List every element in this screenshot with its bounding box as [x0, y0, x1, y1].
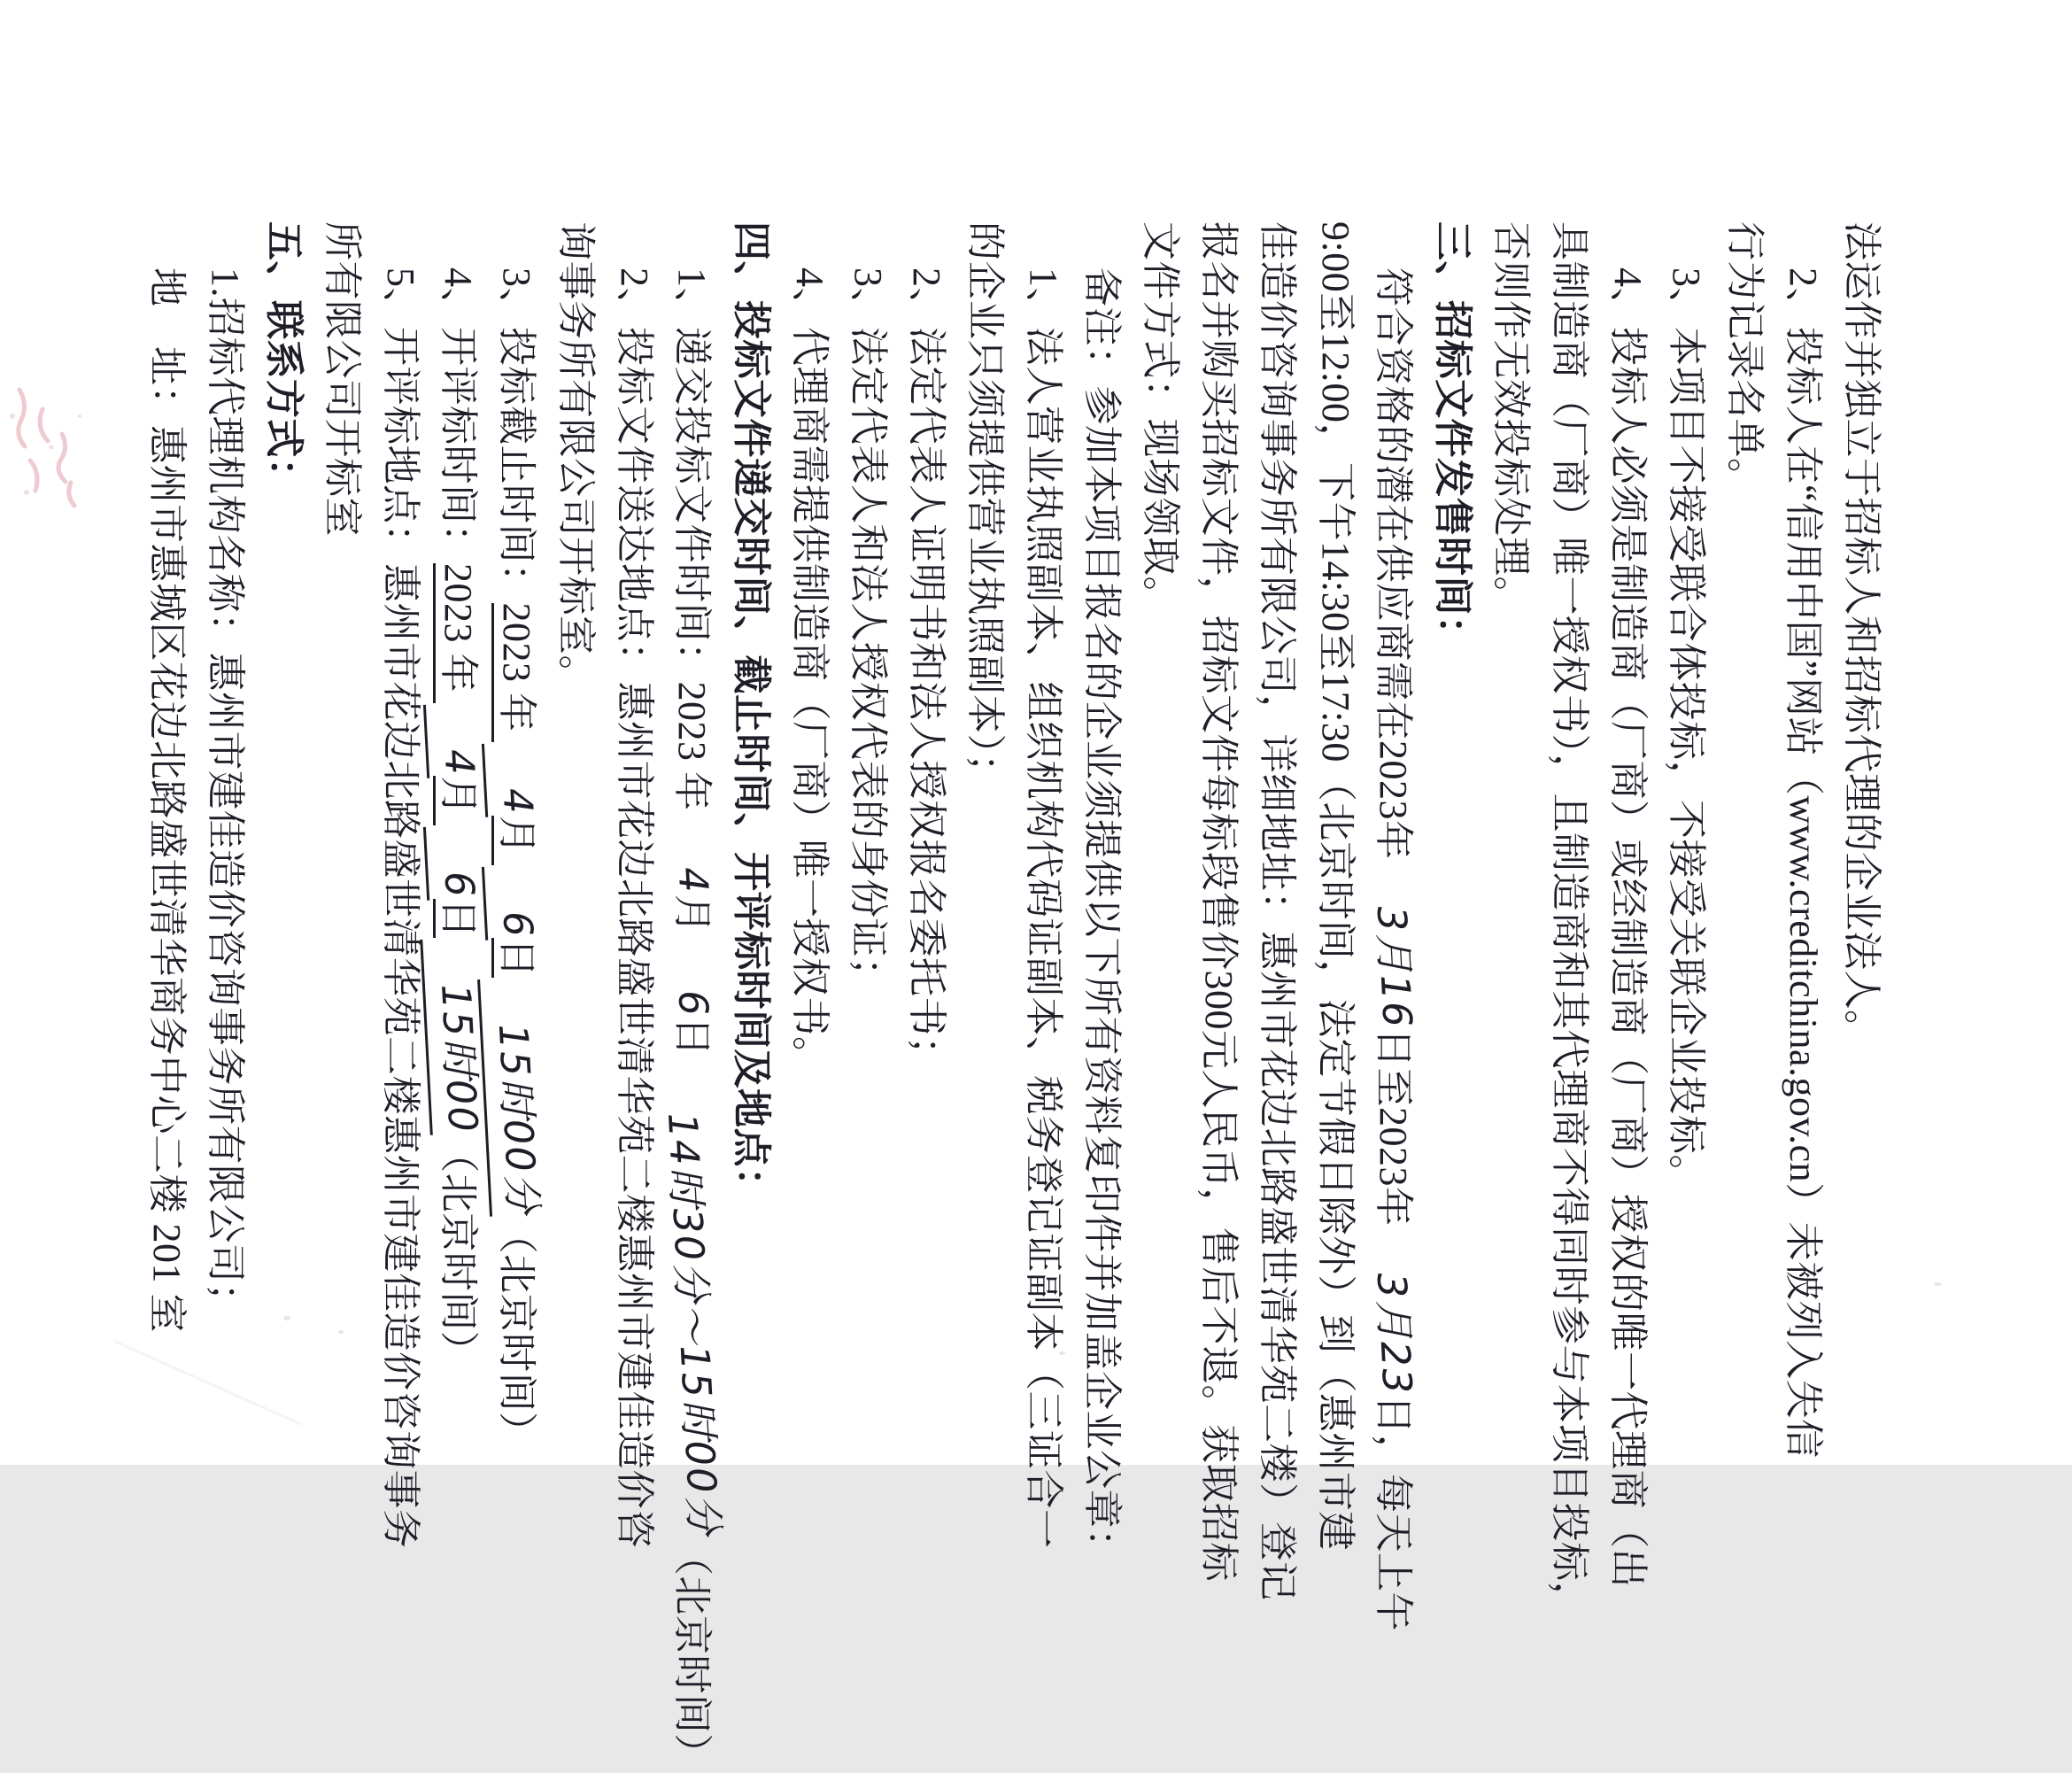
text-line — [780, 221, 839, 1461]
printed-text: 日 — [491, 938, 538, 978]
text-line — [429, 221, 488, 1461]
text-line — [1072, 221, 1131, 1568]
printed-text: 月 — [670, 894, 714, 944]
text-line — [658, 221, 728, 1773]
text-line — [1423, 221, 1481, 1461]
printed-text: 3、投标截止时间： — [495, 267, 538, 603]
text-line — [1481, 221, 1540, 1461]
printed-text: 地 址：惠州市惠城区花边北路盛世清华商务中心二楼 201 室 — [145, 267, 189, 1333]
handwritten-text: 3月16 — [1367, 904, 1421, 1030]
printed-text: 所有限公司开标室 — [321, 221, 364, 537]
printed-text: 3、本项目不接受联合体投标，不接受关联企业投标。 — [1665, 267, 1708, 1194]
printed-text: 法运作并独立于招标人和招标代理的企业法人。 — [1840, 221, 1883, 1049]
document-text — [137, 221, 1890, 1773]
printed-text: 的企业只须提供营业执照副本）； — [963, 221, 1007, 794]
printed-text: 否则作无效投标处理。 — [1489, 221, 1533, 616]
printed-text: 符合资格的潜在供应商需在2023年 — [1372, 267, 1415, 860]
printed-text: 2、法定代表人证明书和法人授权报名委托书； — [905, 267, 948, 1076]
handwritten-text: 4 — [669, 865, 718, 895]
printed-text: 5、开评标地点：惠州市花边北路盛世清华苑二楼惠州市建佳造价咨询事务 — [379, 267, 422, 1549]
printed-text: 9:00至12:00，下午14:30至17:30（北京时间，法定节假日除外）到（惠州市建 — [1314, 221, 1357, 1551]
text-line — [1248, 221, 1306, 1601]
text-line — [1774, 221, 1832, 1461]
printed-text: （北京时间） — [670, 1536, 714, 1773]
printed-text: 备注：参加本项目报名的企业须提供以下所有资料复印件并加盖企业公章： — [1080, 267, 1124, 1568]
text-line — [1657, 221, 1715, 1461]
handwritten-text: 6 — [669, 988, 718, 1018]
scan-speck — [1934, 1282, 1942, 1286]
printed-text: 询事务所有限公司开标室。 — [554, 221, 598, 694]
handwritten-text: 4 — [482, 740, 547, 817]
text-line — [196, 221, 254, 1461]
handwritten-text: 3月23 — [1367, 1271, 1421, 1397]
scan-speck — [283, 1316, 290, 1320]
text-line — [897, 221, 955, 1461]
handwritten-text: 14时30分～15时00分 — [658, 1111, 728, 1537]
printed-text: 4、代理商需提供制造商（厂商）唯一授权书。 — [788, 267, 831, 1076]
text-line — [1715, 221, 1774, 1461]
handwritten-text: 15时00分 — [477, 976, 552, 1216]
printed-text: 4、投标人必须是制造商（厂商）或经制造商（厂商）授权的唯一代理商（出 — [1606, 267, 1650, 1588]
printed-text: 月 — [491, 816, 538, 865]
printed-text: 三、招标文件发售时间： — [1431, 221, 1474, 655]
printed-text: 日，每天上午 — [1372, 1395, 1415, 1632]
handwritten-text: 6 — [423, 824, 489, 900]
printed-text: 日 — [433, 899, 480, 939]
printed-text: 具制造商（厂商）唯一授权书），且制造商和其代理商不得同时参与本项目投标， — [1548, 221, 1591, 1621]
printed-text: 1.招标代理机构名称：惠州市建佳造价咨询事务所有限公司； — [204, 267, 247, 1322]
text-line — [371, 221, 429, 1549]
text-line — [1014, 221, 1072, 1549]
text-line — [313, 221, 371, 1461]
printed-text: 文件方式：现场领取。 — [1139, 221, 1182, 616]
handwritten-text: 4 — [423, 701, 489, 778]
text-line — [605, 221, 663, 1549]
text-line — [1306, 221, 1365, 1551]
printed-text: （北京时间） — [495, 1214, 538, 1452]
text-line — [955, 221, 1014, 1461]
printed-text: 2023 年 — [433, 563, 480, 703]
printed-text: 4、开评标时间： — [437, 267, 480, 563]
printed-text: 行为记录名单。 — [1723, 221, 1767, 498]
text-line — [137, 221, 196, 1461]
printed-text: 1、递交投标文件时间：2023 年 — [670, 267, 714, 821]
printed-text: （北京时间） — [437, 1134, 480, 1371]
text-line — [1540, 221, 1598, 1621]
text-line — [254, 221, 313, 1461]
printed-text: 五、联系方式： — [262, 221, 305, 498]
text-line — [1131, 221, 1189, 1461]
text-line — [546, 221, 605, 1461]
text-line — [722, 221, 780, 1461]
printed-text: 日 — [670, 1017, 714, 1067]
scan-speck — [1059, 1351, 1065, 1355]
printed-text: 3、法定代表人和法人授权代表的身份证； — [847, 267, 890, 997]
text-line — [1598, 221, 1657, 1588]
printed-text: 1、法人营业执照副本、组织机构代码证副本、税务登记证副本（三证合一 — [1022, 267, 1065, 1549]
printed-text: 日至2023年 — [1372, 1028, 1415, 1227]
printed-text: 月 — [433, 776, 480, 825]
scan-speck — [338, 1330, 344, 1334]
text-line — [839, 221, 897, 1461]
printed-text: 2023 年 — [491, 603, 538, 743]
handwritten-text: 6 — [482, 863, 547, 940]
text-line — [1832, 221, 1890, 1461]
text-line — [1189, 221, 1248, 1582]
text-line — [1365, 221, 1423, 1632]
printed-text: 报名并购买招标文件，招标文件每标段售价300元人民币，售后不退。获取招标 — [1197, 221, 1241, 1582]
handwritten-text: 15时00 — [420, 936, 491, 1134]
printed-text: 四、投标文件递交时间、截止时间、开评标时间及地点： — [730, 221, 773, 1207]
printed-text: 2、投标文件送达地点：惠州市花边北路盛世清华苑二楼惠州市建佳造价咨 — [613, 267, 656, 1549]
printed-text: 2、投标人在“信用中国”网站（www.creditchina.gov.cn）未被列入失信 — [1782, 267, 1825, 1459]
printed-text: 佳造价咨询事务所有限公司，详细地址：惠州市花边北路盛世清华苑二楼）登记 — [1256, 221, 1299, 1601]
text-line — [488, 221, 546, 1461]
